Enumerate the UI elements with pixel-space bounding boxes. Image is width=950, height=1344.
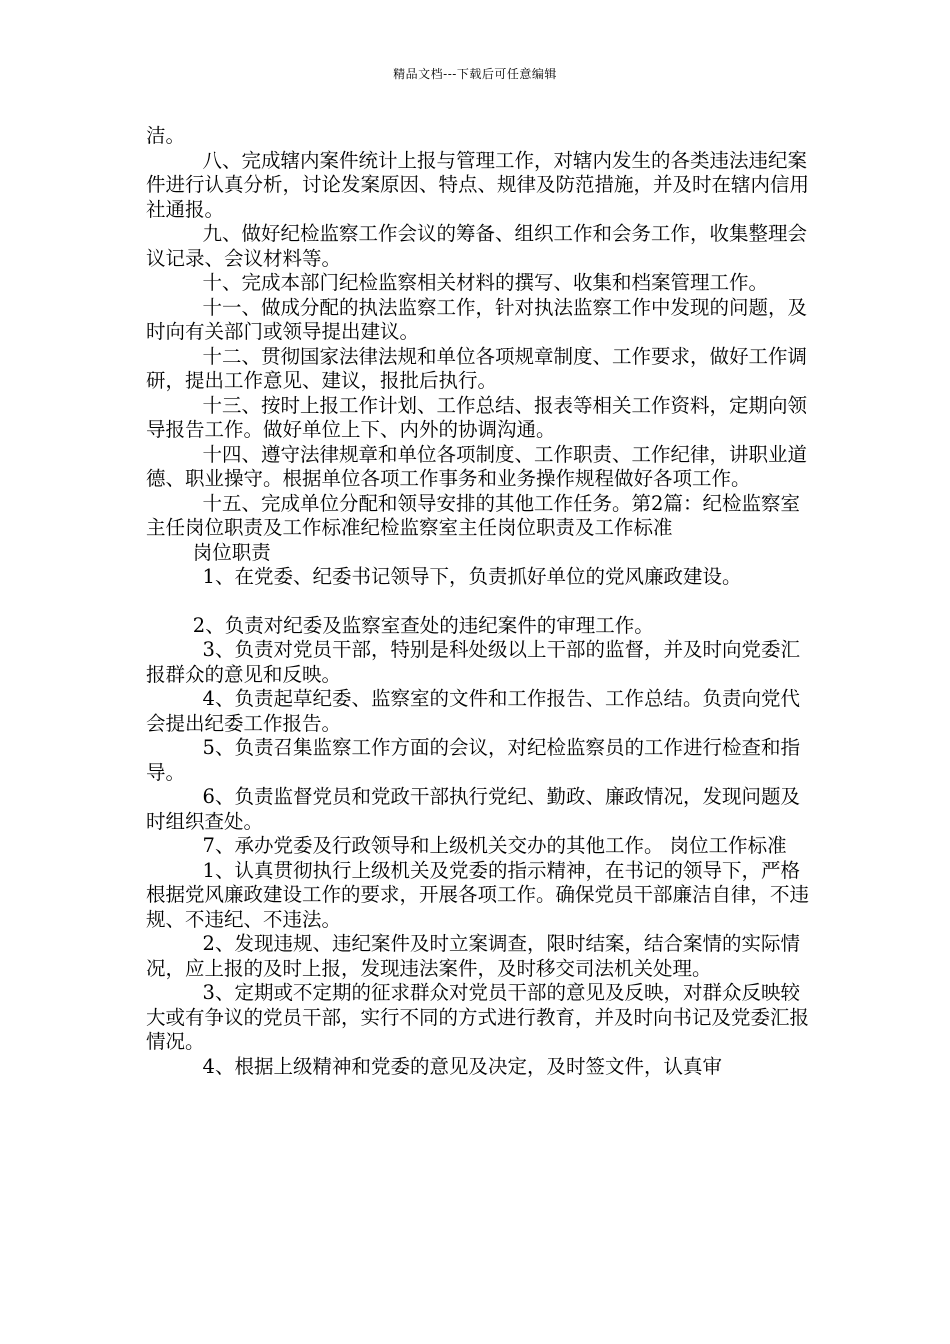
paragraph-item-12: 十二、贯彻国家法律法规和单位各项规章制度、工作要求，做好工作调研，提出工作意见、建议，报批后执行。 xyxy=(146,344,808,392)
duty-item-5: 5、负责召集监察工作方面的会议，对纪检监察员的工作进行检查和指导。 xyxy=(146,736,800,784)
duty-item-3: 3、负责对党员干部，特别是科处级以上干部的监督，并及时向党委汇报群众的意见和反映。 xyxy=(146,638,800,686)
standard-item-3: 3、定期或不定期的征求群众对党员干部的意见及反映，对群众反映较大或有争议的党员干部，实行不同的方式进行教育，并及时向书记及党委汇报情况。 xyxy=(146,981,810,1053)
paragraph-item-10: 十、完成本部门纪检监察相关材料的撰写、收集和档案管理工作。 xyxy=(202,271,769,294)
page-header: 精品文档---下载后可任意编辑 xyxy=(393,67,557,81)
document-body xyxy=(146,124,810,1079)
paragraph-item-13: 十三、按时上报工作计划、工作总结、报表等相关工作资料，定期向领导报告工作。做好单位上下、内外的协调沟通。 xyxy=(146,393,808,441)
duty-item-6: 6、负责监督党员和党政干部执行党纪、勤政、廉政情况，发现问题及时组织查处。 xyxy=(146,785,800,833)
paragraph-item-15: 十五、完成单位分配和领导安排的其他工作任务。第2篇：纪检监察室主任岗位职责及工作标准纪检监察室主任岗位职责及工作标准 xyxy=(146,491,800,539)
paragraph-continuation: 洁。 xyxy=(146,124,186,147)
duty-item-4: 4、负责起草纪委、监察室的文件和工作报告、工作总结。负责向党代会提出纪委工作报告。 xyxy=(146,687,800,735)
standard-item-4: 4、根据上级精神和党委的意见及决定，及时签文件，认真审 xyxy=(202,1054,722,1078)
duty-item-7: 7、承办党委及行政领导和上级机关交办的其他工作。 岗位工作标准 xyxy=(202,834,787,857)
standard-item-2: 2、发现违规、违纪案件及时立案调查，限时结案，结合案情的实际情况，应上报的及时上报，发现违法案件，及时移交司法机关处理。 xyxy=(146,932,800,980)
paragraph-item-11: 十一、做成分配的执法监察工作，针对执法监察工作中发现的问题，及时向有关部门或领导提出建议。 xyxy=(146,295,808,343)
standard-item-1: 1、认真贯彻执行上级机关及党委的指示精神，在书记的领导下，严格根据党风廉政建设工作的要求，开展各项工作。确保党员干部廉洁自律，不违规、不违纪、不违法。 xyxy=(146,858,810,931)
blank-line xyxy=(146,590,810,614)
paragraph-item-14: 十四、遵守法律规章和单位各项制度、工作职责、工作纪律，讲职业道德、职业操守。根据单位各项工作事务和业务操作规程做好各项工作。 xyxy=(146,442,808,490)
paragraph-item-8: 八、完成辖内案件统计上报与管理工作，对辖内发生的各类违法违纪案件进行认真分析，讨论发案原因、特点、规律及防范措施，并及时在辖内信用社通报。 xyxy=(146,148,810,221)
paragraph-item-9: 九、做好纪检监察工作会议的筹备、组织工作和会务工作，收集整理会议记录、会议材料等。 xyxy=(146,222,808,270)
duty-item-1: 1、在党委、纪委书记领导下，负责抓好单位的党风廉政建设。 xyxy=(202,565,742,588)
section-heading-duties: 岗位职责 xyxy=(192,540,271,564)
duty-item-2: 2、负责对纪委及监察室查处的违纪案件的审理工作。 xyxy=(192,613,654,637)
